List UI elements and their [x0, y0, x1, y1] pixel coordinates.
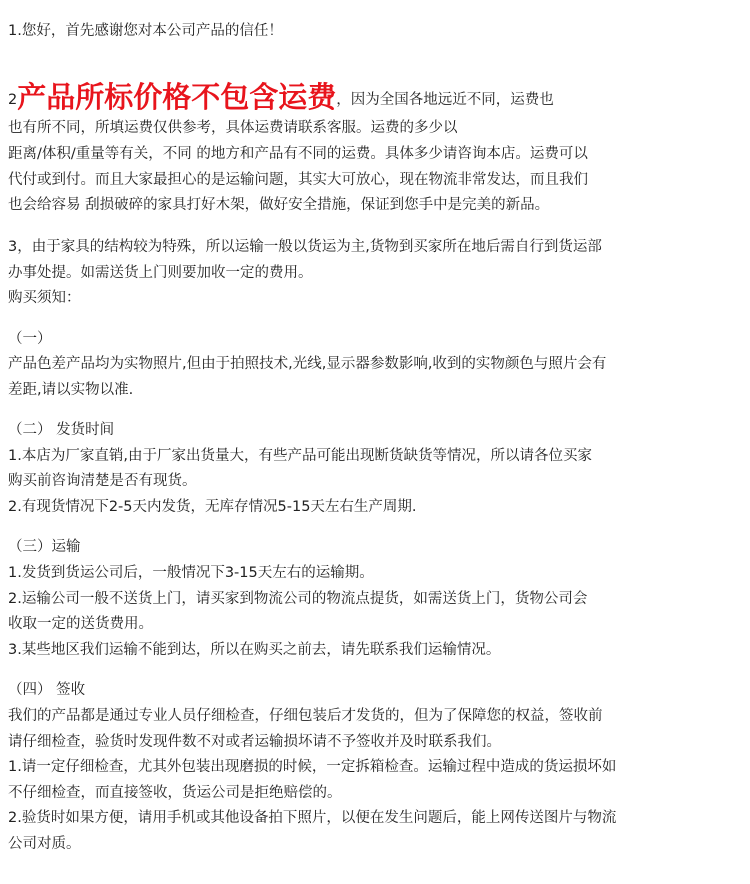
delivery-time-line: 2.有现货情况下2-5天内发货，无库存情况5-15天左右生产周期.	[8, 499, 417, 515]
delivery-time-line: 购买前咨询清楚是否有现货。	[8, 473, 197, 489]
headline-continuation: ，因为全国各地远近不同，运费也	[336, 92, 554, 108]
shipping-paragraph-line: 也会给容易 刮损破碎的家具打好木架，做好安全措施，保证到您手中是完美的新品。	[8, 197, 550, 213]
greeting-line: 1.您好，首先感谢您对本公司产品的信任！	[8, 23, 283, 39]
section-heading-transport: （三）运输	[8, 539, 81, 555]
freight-paragraph-line: 办事处提。如需送货上门则要加收一定的费用。	[8, 265, 313, 281]
shipping-fee-headline-line	[8, 80, 554, 114]
item-number: 2	[8, 92, 18, 108]
section-heading-delivery-time: （二） 发货时间	[8, 422, 115, 438]
sign-for-delivery-line: 2.验货时如果方便，请用手机或其他设备拍下照片，以便在发生问题后，能上网传送图片与物流	[8, 810, 617, 826]
sign-for-delivery-line: 公司对质。	[8, 836, 81, 852]
sign-for-delivery-line: 不仔细检查，而直接签收，货运公司是拒绝赔偿的。	[8, 785, 342, 801]
color-difference-line: 产品色差产品均为实物照片,但由于拍照技术,光线,显示器参数影响,收到的实物颜色与照片会有	[8, 356, 607, 372]
sign-for-delivery-line: 我们的产品都是通过专业人员仔细检查，仔细包装后才发货的，但为了保障您的权益，签收前	[8, 708, 603, 724]
section-heading-sign-for-delivery: （四） 签收	[8, 682, 86, 698]
section-heading-color-difference: （一）	[8, 331, 52, 347]
delivery-time-line: 1.本店为厂家直销,由于厂家出货量大，有些产品可能出现断货缺货等情况，所以请各位买家	[8, 448, 592, 464]
sign-for-delivery-line: 请仔细检查，验货时发现件数不对或者运输损坏请不予签收并及时联系我们。	[8, 734, 501, 750]
purchase-notice-heading: 购买须知：	[8, 290, 81, 306]
color-difference-line: 差距,请以实物以准.	[8, 382, 134, 398]
transport-line: 3.某些地区我们运输不能到达，所以在购买之前去，请先联系我们运输情况。	[8, 642, 501, 658]
sign-for-delivery-line: 1.请一定仔细检查，尤其外包装出现磨损的时候，一定拆箱检查。运输过程中造成的货运损坏如	[8, 759, 617, 775]
shipping-paragraph-line: 代付或到付。而且大家最担心的是运输问题，其实大可放心，现在物流非常发达，而且我们	[8, 172, 588, 188]
transport-line: 收取一定的送货费用。	[8, 616, 153, 632]
freight-paragraph-line: 3，由于家具的结构较为特殊，所以运输一般以货运为主,货物到买家所在地后需自行到货运部	[8, 239, 602, 255]
price-excludes-shipping-headline: 产品所标价格不包含运费	[17, 80, 337, 114]
transport-line: 2.运输公司一般不送货上门，请买家到物流公司的物流点提货，如需送货上门，货物公司会	[8, 591, 588, 607]
shipping-paragraph-line: 也有所不同，所填运费仅供参考，具体运费请联系客服。运费的多少以	[8, 120, 458, 136]
shipping-paragraph-line: 距离/体积/重量等有关，不同 的地方和产品有不同的运费。具体多少请咨询本店。运费可以	[8, 146, 588, 162]
transport-line: 1.发货到货运公司后，一般情况下3-15天左右的运输期。	[8, 565, 374, 581]
